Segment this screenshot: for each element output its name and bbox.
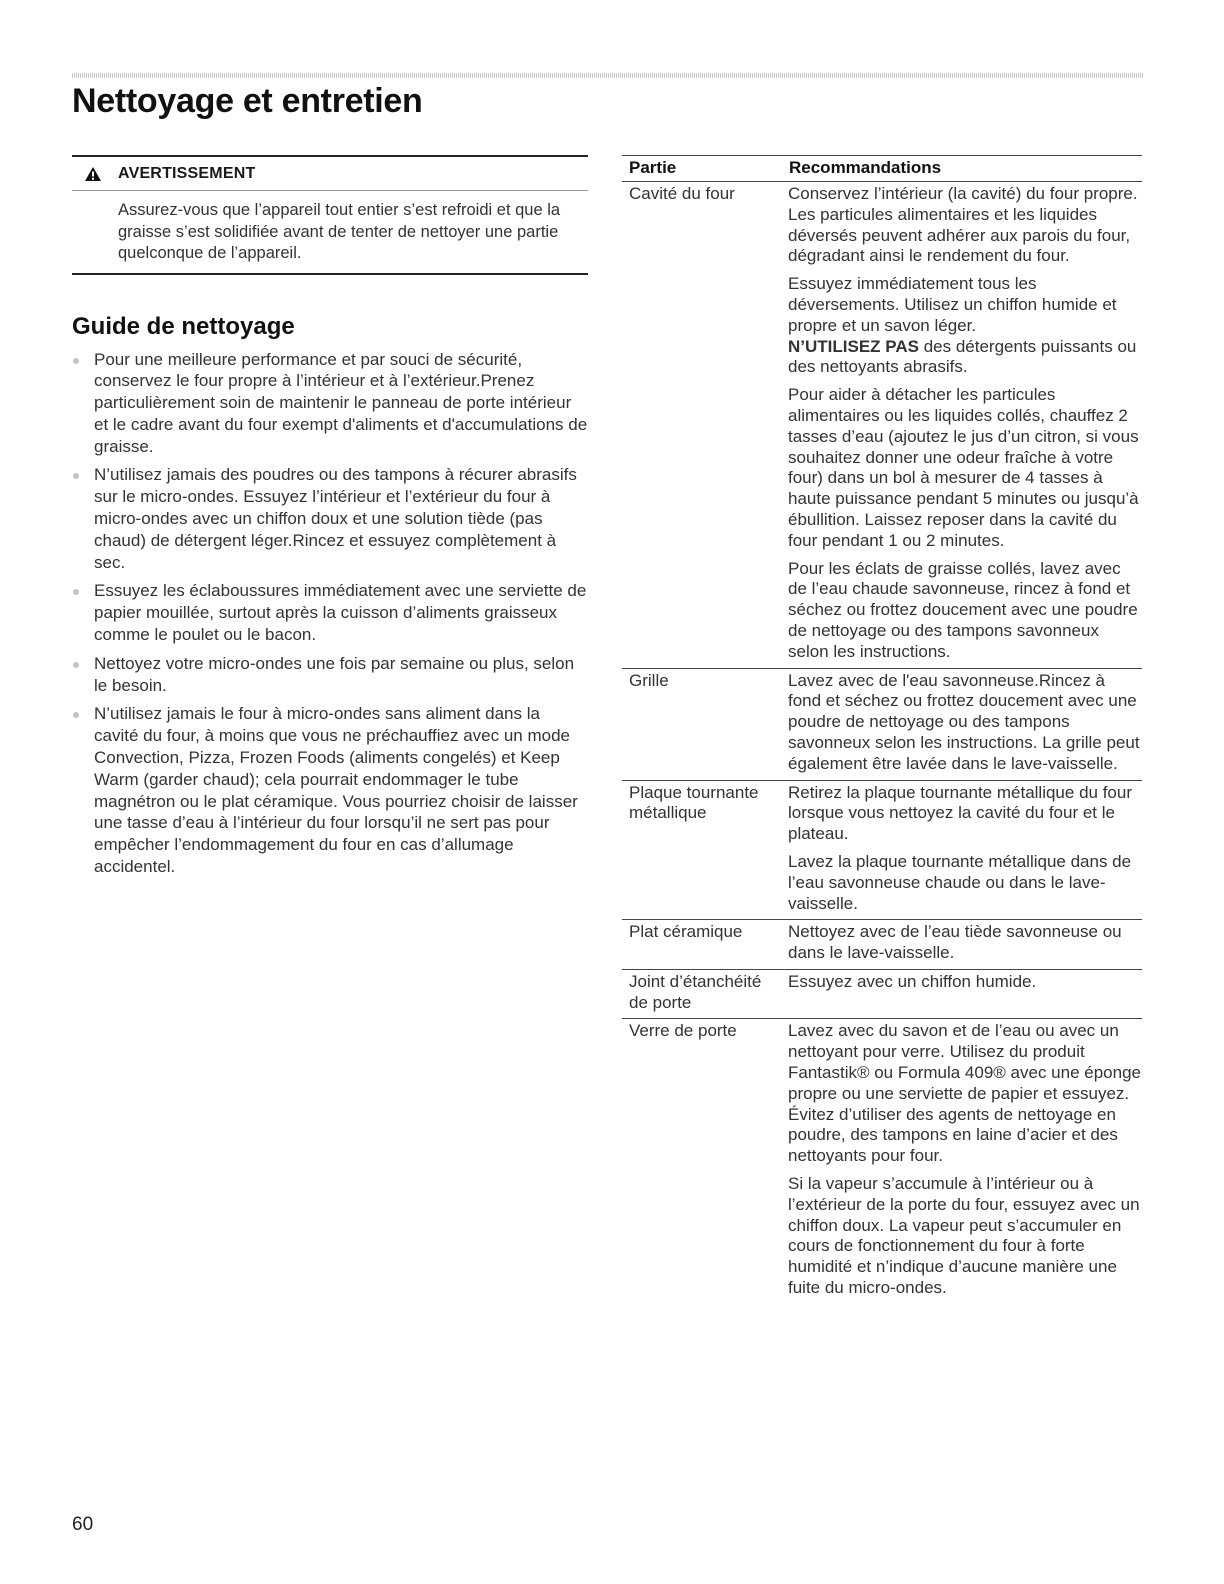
recommendation-paragraph — [788, 274, 1142, 378]
recommendation-cell — [782, 182, 1142, 669]
recommendation-text: Essuyez immédiatement tous les déversements. Utilisez un chiffon humide et propre et un savon léger. — [788, 274, 1117, 335]
cleaning-guide-title: Guide de nettoyage — [72, 312, 295, 340]
recommendation-cell — [782, 969, 1142, 1019]
recommendation-paragraph: Nettoyez avec de l’eau tiède savonneuse ou dans le lave-vaisselle. — [788, 922, 1122, 963]
warning-title: AVERTISSEMENT — [118, 164, 256, 182]
table-row — [622, 920, 1142, 970]
recommendation-paragraph: Si la vapeur s’accumule à l’intérieur ou à l’extérieur de la porte du four, essuyez avec un chiffon doux. La vapeur peut s’accumuler en cours de fonctionnement du four à forte humidité et n’indique d’aucune manière une fuite du micro-ondes. — [788, 1174, 1140, 1298]
recommendation-paragraph: Pour les éclats de graisse collés, lavez avec de l’eau chaude savonneuse, rincez à fond et séchez ou frottez doucement avec une poudre de nettoyage ou des tampons savonneux selon les instructions. — [788, 558, 1138, 661]
recommendation-cell — [782, 780, 1142, 920]
part-cell: Cavité du four — [622, 182, 782, 669]
warning-header — [72, 157, 588, 191]
part-cell: Plat céramique — [622, 920, 782, 970]
recommendation-text: des détergents puissants ou des nettoyants abrasifs. — [788, 336, 1137, 377]
column-header-recommendations: Recommandations — [782, 156, 1142, 182]
warning-box — [72, 155, 588, 275]
table-row — [622, 969, 1142, 1019]
recommendation-cell — [782, 1019, 1142, 1304]
part-cell: Grille — [622, 668, 782, 780]
page-number: 60 — [72, 1514, 94, 1535]
list-item: Pour une meilleure performance et par souci de sécurité, conservez le four propre à l’intérieur et à l’extérieur.Prenez particulièrement soin de maintenir le panneau de porte intérieur et le cadre avant du four exempt d'aliments et d'accumulations de graisse. — [72, 349, 588, 458]
part-cell: Joint d’étanchéité de porte — [622, 969, 782, 1019]
cleaning-table — [622, 155, 1142, 1304]
recommendation-paragraph: Conservez l’intérieur (la cavité) du four propre. Les particules alimentaires et les liquides déversés peuvent adhérer aux parois du four, dégradant ainsi le rendement du four. — [788, 184, 1138, 266]
table-header-row — [622, 156, 1142, 182]
column-header-part: Partie — [622, 156, 782, 182]
list-item: Nettoyez votre micro-ondes une fois par semaine ou plus, selon le besoin. — [72, 653, 588, 697]
list-item: N’utilisez jamais le four à micro-ondes sans aliment dans la cavité du four, à moins que vous ne préchauffiez avec un mode Convection, Pizza, Frozen Foods (aliments congelés) et Keep Warm (garder chaud); cela pourrait endommager le tube magnétron ou le plat céramique. Vous pourriez choisir de laisser une tasse d’eau à l’intérieur du four lorsqu’il ne sert pas pour empêcher l’endommagement du four en cas d’allumage accidentel. — [72, 703, 588, 877]
recommendation-paragraph: Lavez avec du savon et de l’eau ou avec un nettoyant pour verre. Utilisez du produit Fantastik® ou Formula 409® avec une éponge propre ou une serviette de papier et essuyez. Évitez d’utiliser des agents de nettoyage en poudre, des tampons en laine d’acier et des nettoyants pour four. — [788, 1021, 1141, 1166]
table-row — [622, 1019, 1142, 1304]
cleaning-guide-list — [72, 349, 588, 878]
table-row — [622, 668, 1142, 780]
recommendation-cell — [782, 668, 1142, 780]
recommendation-paragraph: Lavez avec de l'eau savonneuse.Rincez à fond et séchez ou frottez doucement avec une poudre de nettoyage ou des tampons savonneux selon les instructions. La grille peut également être lavée dans le lave-vaisselle. — [788, 670, 1140, 773]
recommendation-paragraph: Essuyez avec un chiffon humide. — [788, 971, 1037, 991]
recommendation-paragraph: Pour aider à détacher les particules alimentaires ou les liquides collés, chauffez 2 tasses d’eau (ajoutez le jus d’un citron, si vous souhaitez donner une odeur fraîche à votre four) dans un bol à mesurer de 4 tasses à haute puissance pendant 5 minutes ou jusqu’à ébullition. Laissez reposer dans la cavité du four pendant 1 ou 2 minutes. — [788, 385, 1139, 550]
warning-emphasis: N’UTILISEZ PAS — [788, 336, 919, 356]
warning-text: Assurez-vous que l’appareil tout entier s’est refroidi et que la graisse s’est solidifiée avant de tenter de nettoyer une partie quelconque de l’appareil. — [118, 201, 561, 262]
part-cell: Plaque tournante métallique — [622, 780, 782, 920]
part-cell: Verre de porte — [629, 1021, 737, 1041]
left-column — [72, 155, 588, 885]
recommendation-cell — [782, 920, 1142, 970]
warning-triangle-icon — [84, 166, 102, 182]
table-row — [622, 780, 1142, 920]
list-item: Essuyez les éclaboussures immédiatement avec une serviette de papier mouillée, surtout après la cuisson d’aliments graisseux comme le poulet ou le bacon. — [72, 580, 588, 645]
list-item: N’utilisez jamais des poudres ou des tampons à récurer abrasifs sur le micro-ondes. Essuyez l’intérieur et l’extérieur du four à micro-ondes avec un chiffon doux et une solution tiède (pas chaud) de détergent léger.Rincez et essuyez complètement à sec. — [72, 464, 588, 573]
recommendation-paragraph: Lavez la plaque tournante métallique dans de l’eau savonneuse chaude ou dans le lave-vaisselle. — [788, 851, 1132, 913]
table-row — [622, 182, 1142, 669]
page-title: Nettoyage et entretien — [72, 82, 423, 120]
top-rule — [72, 73, 1144, 78]
recommendation-paragraph: Retirez la plaque tournante métallique du four lorsque vous nettoyez la cavité du four et le plateau. — [788, 782, 1132, 844]
